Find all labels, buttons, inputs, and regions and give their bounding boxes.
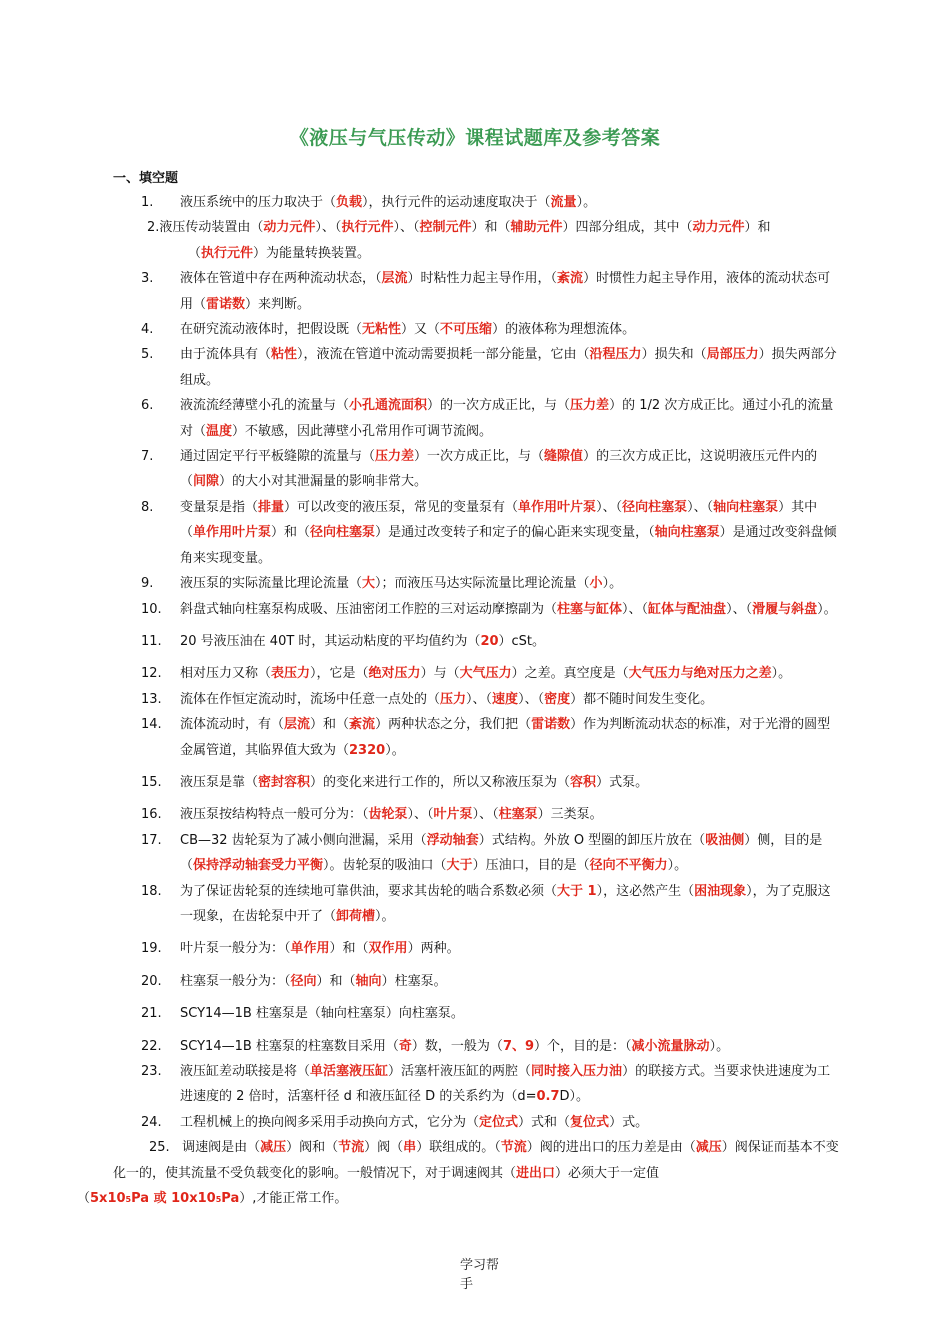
q25-answer: Pa — [221, 1191, 240, 1207]
q1-text: ）。 — [576, 195, 597, 210]
q12-text: 相对压力又称（ — [180, 666, 272, 682]
q8-answer: 径向柱塞泵 — [622, 499, 688, 515]
q13-answer: 速度 — [492, 691, 519, 707]
q20-answer: 径向 — [290, 973, 317, 989]
q19-text: 叶片泵一般分为：（ — [180, 941, 291, 957]
question-20 — [113, 969, 843, 994]
section-heading: 一、填空题 — [113, 171, 179, 186]
q25-answer: 5x10 — [90, 1191, 126, 1207]
q19-answer: 单作用 — [290, 941, 330, 957]
question-number: 13. — [141, 691, 162, 707]
q5-text: ）损失和（ — [641, 347, 707, 363]
q25-answer: Pa 或 10x10 — [131, 1191, 216, 1207]
q12-answer: 大气压力与绝对压力之差 — [628, 666, 772, 682]
q8-answer: 排量 — [258, 499, 285, 515]
q25-answer-exponent: 5 — [215, 1195, 222, 1205]
q20-answer: 轴向 — [355, 973, 382, 989]
question-number: 10. — [141, 601, 162, 617]
q15-text: 液压泵是靠（ — [180, 774, 259, 790]
q25-answer-exponent: 5 — [125, 1195, 132, 1205]
q20-text: ）柱塞泵。 — [381, 973, 447, 989]
question-6 — [113, 393, 843, 444]
q5-text: ）损失两部分组成。 — [180, 347, 837, 388]
question-12 — [113, 661, 843, 686]
q13-text: 流体在作恒定流动时，流场中任意一点处的（ — [180, 691, 441, 707]
q2-answer: 执行元件 — [341, 220, 394, 236]
q11-answer: 20 — [480, 633, 499, 649]
q17-answer: 保持浮动轴套受力平衡 — [193, 858, 324, 874]
q10-text: ）、（ — [622, 601, 649, 617]
q17-text: ）。 — [667, 858, 688, 874]
question-number: 5. — [141, 347, 154, 363]
q11-text: ）cSt。 — [498, 633, 546, 649]
q25-answer: 进出口 — [516, 1165, 556, 1181]
q2-text: ）和 — [744, 220, 771, 236]
q2-text: 2.液压传动装置由（ — [147, 220, 264, 236]
question-number: 7. — [141, 449, 154, 465]
question-number: 24. — [141, 1114, 162, 1130]
q8-answer: 单作用叶片泵 — [518, 499, 597, 515]
q8-text: 变量泵是指（ — [180, 499, 259, 515]
q4-answer: 不可压缩 — [440, 322, 493, 338]
q21-text: SCY14—1B 柱塞泵是（轴向柱塞泵）向柱塞泵。 — [180, 1006, 464, 1022]
q10-text: 斜盘式轴向柱塞泵构成吸、压油密闭工作腔的三对运动摩擦副为（ — [180, 601, 558, 617]
q4-text: 在研究流动液体时，把假设既（ — [180, 322, 363, 338]
q13-text: ）都不随时间发生变化。 — [570, 691, 714, 707]
q12-answer: 大气压力 — [459, 666, 512, 682]
question-11 — [113, 629, 843, 654]
question-7 — [113, 444, 843, 495]
q1-text: 液压系统中的压力取决于（ — [180, 195, 337, 210]
q6-answer: 小孔通流面积 — [349, 398, 428, 414]
q15-text: ）式泵。 — [596, 774, 649, 790]
q3-text: ）来判断。 — [245, 296, 311, 312]
question-number: 4. — [141, 322, 154, 338]
question-number: 21. — [141, 1006, 162, 1022]
q16-text: 液压泵按结构特点一般可分为：（ — [180, 807, 369, 823]
question-18 — [113, 879, 843, 930]
q3-answer: 层流 — [381, 271, 408, 287]
q12-answer: 表压力 — [271, 666, 311, 682]
q16-answer: 叶片泵 — [433, 807, 473, 823]
q10-answer: 滑履与斜盘 — [752, 601, 818, 617]
q14-answer: 雷诺数 — [531, 717, 571, 733]
q5-answer: 局部压力 — [706, 347, 759, 363]
q17-text: ）压油口，目的是（ — [472, 858, 590, 874]
q7-text: ）的大小对其泄漏量的影响非常大。 — [219, 474, 428, 490]
q6-text: ）的一次方成正比，与（ — [427, 398, 571, 414]
q23-text: ）活塞杆液压缸的两腔（ — [388, 1064, 532, 1079]
q12-text: ）。 — [771, 666, 792, 682]
q9-text: ）。 — [602, 576, 623, 592]
q6-text: 液流流经薄壁小孔的流量与（ — [180, 398, 350, 414]
q6-text: ）的 1/2 次方成正比。通过小孔的流量对（ — [180, 398, 834, 439]
q10-text: ）。 — [817, 601, 837, 617]
q3-answer: 紊流 — [557, 271, 584, 287]
q9-answer: 大 — [362, 576, 376, 592]
question-3 — [113, 266, 843, 317]
q16-text: ）、（ — [472, 807, 499, 823]
q14-text: ）两种状态之分，我们把（ — [375, 717, 532, 733]
q25-answer: 串 — [403, 1140, 417, 1156]
q8-text: ）可以改变的液压泵，常见的变量泵有（ — [284, 499, 519, 515]
q5-text: 由于流体具有（ — [180, 347, 272, 363]
q20-text: 柱塞泵一般分为：（ — [180, 973, 291, 989]
q7-text: ）的三次方成正比，这说明液压元件内的（ — [180, 449, 818, 490]
q22-text: ）个，目的是：（ — [534, 1038, 632, 1054]
question-4 — [113, 317, 843, 342]
q2-answer: 动力元件 — [692, 220, 745, 236]
q22-answer: 7、9 — [502, 1038, 535, 1054]
q7-answer: 压力差 — [375, 449, 415, 465]
question-24 — [113, 1110, 843, 1135]
q22-text: ）。 — [709, 1038, 730, 1054]
q3-text: ）时粘性力起主导作用，（ — [407, 271, 558, 287]
q7-text: ）一次方成正比，与（ — [414, 449, 545, 465]
q23-answer: 单活塞液压缸 — [310, 1064, 389, 1079]
q9-answer: 小 — [589, 576, 603, 592]
question-number: 22. — [141, 1038, 162, 1054]
q14-answer: 紊流 — [349, 717, 376, 733]
q3-text: ）时惯性力起主导作用，液体的流动状态可用（ — [180, 271, 831, 312]
q5-answer: 粘性 — [271, 347, 298, 363]
q1-answer-1: 负载 — [336, 195, 363, 210]
q10-answer: 缸体与配油盘 — [648, 601, 727, 617]
question-list — [77, 190, 843, 1212]
q18-answer: 大于 1 — [557, 883, 597, 899]
q25-text: ）阀（ — [364, 1140, 404, 1156]
q14-text: ）。 — [385, 742, 405, 758]
q25-text: ）阀的进出口的压力差是由（ — [526, 1140, 696, 1156]
q22-answer: 奇 — [398, 1038, 412, 1054]
question-number: 17. — [141, 832, 162, 848]
question-number: 16. — [141, 807, 162, 823]
q5-text: ），液流在管道中流动需要损耗一部分能量，它由（ — [297, 347, 590, 363]
q22-text: SCY14—1B 柱塞泵的柱塞数目采用（ — [180, 1038, 399, 1054]
question-10 — [113, 597, 843, 622]
question-8 — [113, 495, 843, 571]
question-15 — [113, 770, 843, 795]
q15-text: ）的变化来进行工作的，所以又称液压泵为（ — [310, 774, 571, 790]
q19-text: ）两种。 — [407, 941, 460, 957]
q17-answer: 径向不平衡力 — [589, 858, 668, 874]
question-21 — [113, 1001, 843, 1026]
q6-answer: 压力差 — [570, 398, 610, 414]
q15-answer: 容积 — [570, 774, 597, 790]
question-17 — [113, 828, 843, 879]
q17-text: ）。齿轮泵的吸油口（ — [323, 858, 447, 874]
q6-answer: 温度 — [206, 423, 233, 439]
q20-text: ）和（ — [316, 973, 356, 989]
q17-answer: 大于 — [446, 858, 473, 874]
q19-answer: 双作用 — [368, 941, 408, 957]
q8-answer: 单作用叶片泵 — [193, 525, 272, 541]
question-number: 23. — [141, 1064, 162, 1079]
q12-text: ）与（ — [420, 666, 460, 682]
question-number: 11. — [141, 633, 162, 649]
q24-answer: 复位式 — [570, 1114, 610, 1130]
question-13 — [113, 687, 843, 712]
q8-text: ）是通过改变转子和定子的偏心距来实现变量，（ — [375, 525, 655, 541]
q2-text: ）、（ — [393, 220, 420, 236]
q23-text: D）。 — [559, 1089, 590, 1105]
question-23 — [113, 1059, 843, 1110]
q22-answer: 减小流量脉动 — [631, 1038, 710, 1054]
question-25 — [77, 1135, 843, 1212]
q4-answer: 无粘性 — [362, 322, 402, 338]
q25-text: ）必须大于一定值 — [555, 1165, 660, 1181]
q8-text: ）和（ — [271, 525, 311, 541]
q17-answer: 吸油侧 — [705, 832, 745, 848]
q18-text: ），这必然产生（ — [596, 883, 695, 899]
q2-answer: 控制元件 — [419, 220, 472, 236]
question-number: 12. — [141, 666, 162, 682]
question-number: 20. — [141, 973, 162, 989]
question-22 — [113, 1034, 843, 1059]
q17-answer: 浮动轴套 — [426, 832, 479, 848]
question-number: 15. — [141, 774, 162, 790]
q18-answer: 卸荷槽 — [336, 908, 376, 924]
q14-text: ）作为判断流动状态的标准，对于光滑的圆型金属管道，其临界值大致为（ — [180, 717, 831, 758]
q10-text: ）、（ — [726, 601, 753, 617]
q8-answer: 轴向柱塞泵 — [713, 499, 779, 515]
q17-text: CB—32 齿轮泵为了减小侧向泄漏，采用（ — [180, 832, 427, 848]
question-14 — [113, 712, 843, 763]
question-number: 3. — [141, 271, 154, 287]
q16-text: ）、（ — [407, 807, 434, 823]
q2-text: （ — [188, 245, 202, 261]
q25-answer: 节流 — [500, 1140, 527, 1156]
q9-text: ）；而液压马达实际流量比理论流量（ — [375, 576, 590, 592]
q23-text: 液压缸差动联接是将（ — [180, 1064, 311, 1079]
footer-line-2: 手 — [460, 1277, 474, 1292]
question-1 — [113, 190, 843, 215]
q18-text: ），为了克服这一现象，在齿轮泵中开了（ — [180, 883, 831, 924]
q8-text: ）是通过改变斜盘倾角来实现变量。 — [180, 525, 837, 566]
q14-answer: 层流 — [284, 717, 311, 733]
q25-answer: 减压 — [695, 1140, 722, 1156]
q1-text: ），执行元件的运动速度取决于（ — [362, 195, 551, 210]
q10-answer: 柱塞与缸体 — [557, 601, 623, 617]
q25-answer: 减压 — [260, 1140, 287, 1156]
question-16 — [113, 802, 843, 827]
q7-text: 通过固定平行平板缝隙的流量与（ — [180, 449, 376, 465]
q2-text: ）、（ — [315, 220, 342, 236]
q15-answer: 密封容积 — [258, 774, 311, 790]
q3-answer: 雷诺数 — [206, 296, 246, 312]
q11-text: 20 号液压油在 40T 时，其运动粘度的平均值约为（ — [180, 633, 481, 649]
q6-text: ）不敏感，因此薄壁小孔常用作可调节流阀。 — [232, 423, 493, 439]
q16-text: ）三类泵。 — [537, 807, 603, 823]
q1-answer-2: 流量 — [550, 195, 577, 210]
question-9 — [113, 571, 843, 596]
q8-answer: 轴向柱塞泵 — [654, 525, 720, 541]
q2-text: ）为能量转换装置。 — [253, 245, 371, 261]
q13-text: ）、（ — [518, 691, 545, 707]
q18-text: 为了保证齿轮泵的连续地可靠供油，要求其齿轮的啮合系数必须（ — [180, 883, 558, 899]
q23-text: ）的联接方式。当要求快进速度为工进速度的 2 倍时，活塞杆径 d 和液压缸径 D 的关系约为（d= — [180, 1064, 831, 1105]
q25-text: ）联组成的。（ — [416, 1140, 501, 1156]
q24-text: ）式和（ — [518, 1114, 571, 1130]
question-number: 25. — [149, 1140, 170, 1156]
q4-text: ）的液体称为理想流体。 — [492, 322, 636, 338]
q25-text: 调速阀是由（ — [182, 1140, 261, 1156]
question-number: 14. — [141, 717, 162, 733]
q23-answer: 同时接入压力油 — [531, 1064, 623, 1079]
question-number: 6. — [141, 398, 154, 414]
q25-text: （ — [77, 1191, 91, 1207]
question-number: 8. — [141, 499, 154, 515]
q14-text: ）和（ — [310, 717, 350, 733]
question-number: 18. — [141, 883, 162, 899]
q8-text: ）、（ — [596, 499, 623, 515]
q12-text: ）之差。真空度是（ — [511, 666, 629, 682]
question-number: 9. — [141, 576, 154, 592]
q2-answer: 动力元件 — [263, 220, 316, 236]
q14-answer: 2320 — [349, 742, 386, 758]
q16-answer: 柱塞泵 — [498, 807, 538, 823]
q2-answer: 执行元件 — [201, 245, 254, 261]
q8-text: ）、（ — [687, 499, 714, 515]
q13-answer: 密度 — [544, 691, 571, 707]
q2-answer: 辅助元件 — [510, 220, 563, 236]
q4-text: ）又（ — [401, 322, 441, 338]
q25-answer: 节流 — [338, 1140, 365, 1156]
q24-text: ）式。 — [609, 1114, 649, 1130]
q17-text: ）式结构。外放 O 型圈的卸压片放在（ — [478, 832, 706, 848]
q12-answer: 绝对压力 — [368, 666, 421, 682]
footer-line-1: 学习帮 — [460, 1258, 500, 1273]
question-5 — [113, 342, 843, 393]
question-2 — [113, 215, 843, 266]
q24-text: 工程机械上的换向阀多采用手动换向方式，它分为（ — [180, 1114, 480, 1130]
q2-text: ）和（ — [471, 220, 511, 236]
q18-text: ）。 — [375, 908, 395, 924]
q8-answer: 径向柱塞泵 — [310, 525, 376, 541]
question-number: 1. — [141, 195, 154, 210]
q3-text: 液体在管道中存在两种流动状态，（ — [180, 271, 382, 287]
q7-answer: 间隙 — [193, 474, 220, 490]
q18-answer: 困油现象 — [694, 883, 747, 899]
q9-text: 液压泵的实际流量比理论流量（ — [180, 576, 363, 592]
q25-text: ）,才能正常工作。 — [239, 1191, 348, 1207]
page-footer — [460, 1256, 520, 1294]
q25-text: ）阀保证而基本不变化一的，使其流量不受负载变化的影响。一般情况下，对于调速阀其（ — [113, 1140, 839, 1181]
q14-text: 流体流动时，有（ — [180, 717, 285, 733]
q12-text: ），它是（ — [310, 666, 369, 682]
q22-text: ）数，一般为（ — [411, 1038, 503, 1054]
q13-answer: 压力 — [440, 691, 467, 707]
q25-text: ）阀和（ — [286, 1140, 339, 1156]
q19-text: ）和（ — [329, 941, 369, 957]
q8-text: ）其中（ — [180, 499, 818, 541]
q13-text: ）、（ — [466, 691, 493, 707]
q2-text: ）四部分组成，其中（ — [562, 220, 693, 236]
q23-answer: 0.7 — [536, 1089, 560, 1105]
page-title: 《液压与气压传动》课程试题库及参考答案 — [289, 127, 661, 149]
question-19 — [113, 936, 843, 961]
question-number: 19. — [141, 941, 162, 957]
q17-text: ）侧，目的是（ — [180, 832, 823, 874]
q5-answer: 沿程压力 — [589, 347, 642, 363]
q16-answer: 齿轮泵 — [368, 807, 408, 823]
q24-answer: 定位式 — [479, 1114, 519, 1130]
q7-answer: 缝隙值 — [544, 449, 584, 465]
